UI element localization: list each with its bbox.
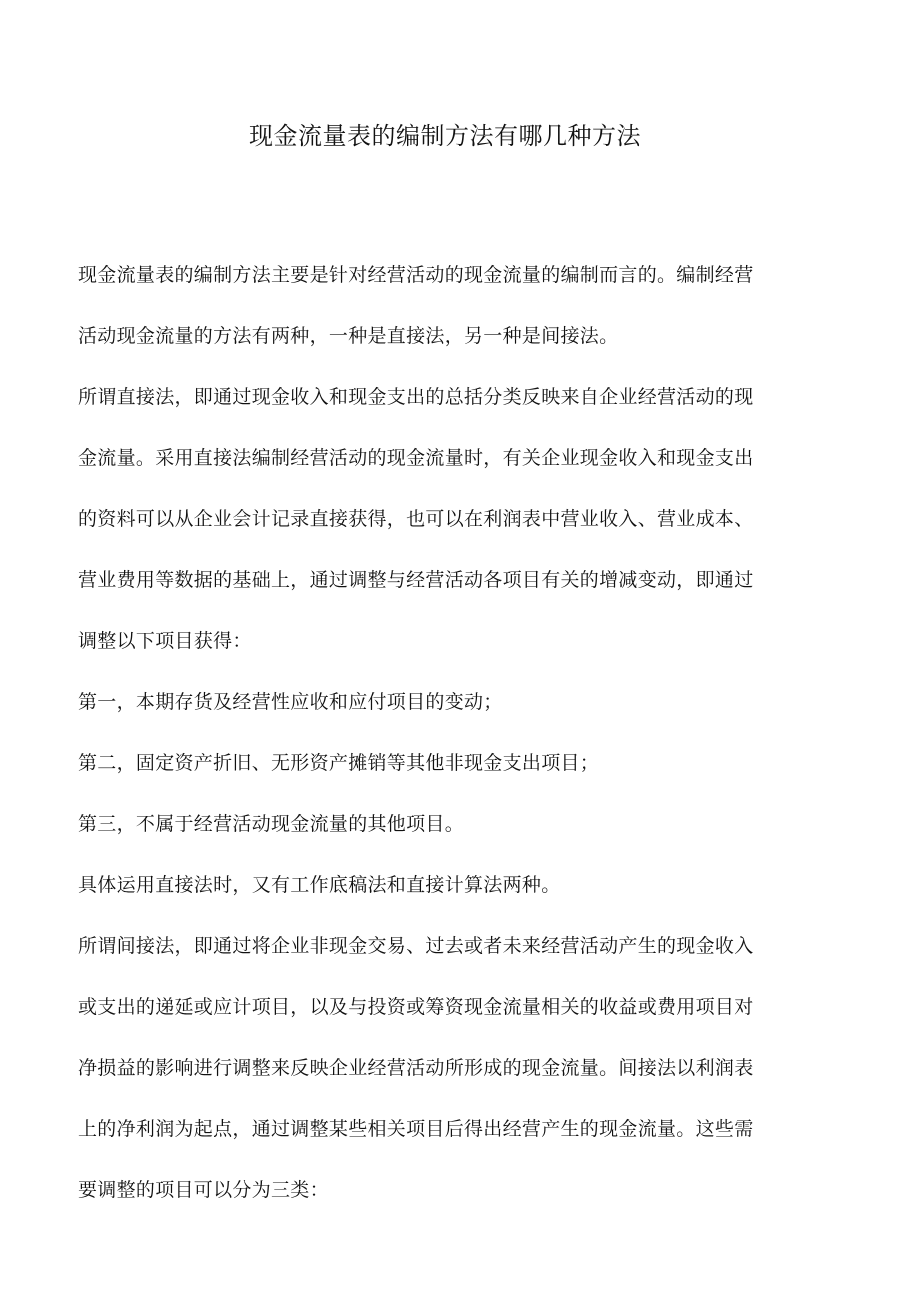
- text-line: 活动现金流量的方法有两种，一种是直接法，另一种是间接法。: [78, 325, 619, 347]
- text-line: 金流量。采用直接法编制经营活动的现金流量时，有关企业现金收入和现金支出: [78, 447, 754, 469]
- text-line: 营业费用等数据的基础上，通过调整与经营活动各项目有关的增减变动，即通过: [78, 569, 754, 591]
- text-line: 的资料可以从企业会计记录直接获得，也可以在利润表中营业收入、营业成本、: [78, 508, 754, 530]
- text-line: 要调整的项目可以分为三类：: [78, 1179, 329, 1201]
- text-line: 上的净利润为起点，通过调整某些相关项目后得出经营产生的现金流量。这些需: [78, 1118, 754, 1140]
- text-line: 所谓直接法，即通过现金收入和现金支出的总括分类反映来自企业经营活动的现: [78, 386, 754, 408]
- document-body: [78, 255, 778, 1231]
- text-line: 第一，本期存货及经营性应收和应付项目的变动；: [78, 691, 503, 713]
- text-line: 所谓间接法，即通过将企业非现金交易、过去或者未来经营活动产生的现金收入: [78, 935, 754, 957]
- text-line: 第二，固定资产折旧、无形资产摊销等其他非现金支出项目；: [78, 752, 600, 774]
- document-title: 现金流量表的编制方法有哪几种方法: [249, 122, 641, 150]
- text-line: 或支出的递延或应计项目，以及与投资或筹资现金流量相关的收益或费用项目对: [78, 996, 754, 1018]
- text-line: 第三，不属于经营活动现金流量的其他项目。: [78, 813, 465, 835]
- text-line: 净损益的影响进行调整来反映企业经营活动所形成的现金流量。间接法以利润表: [78, 1057, 754, 1079]
- text-line: 现金流量表的编制方法主要是针对经营活动的现金流量的编制而言的。编制经营: [78, 264, 754, 286]
- text-line: 具体运用直接法时，又有工作底稿法和直接计算法两种。: [78, 874, 561, 896]
- text-line: 调整以下项目获得：: [78, 630, 252, 652]
